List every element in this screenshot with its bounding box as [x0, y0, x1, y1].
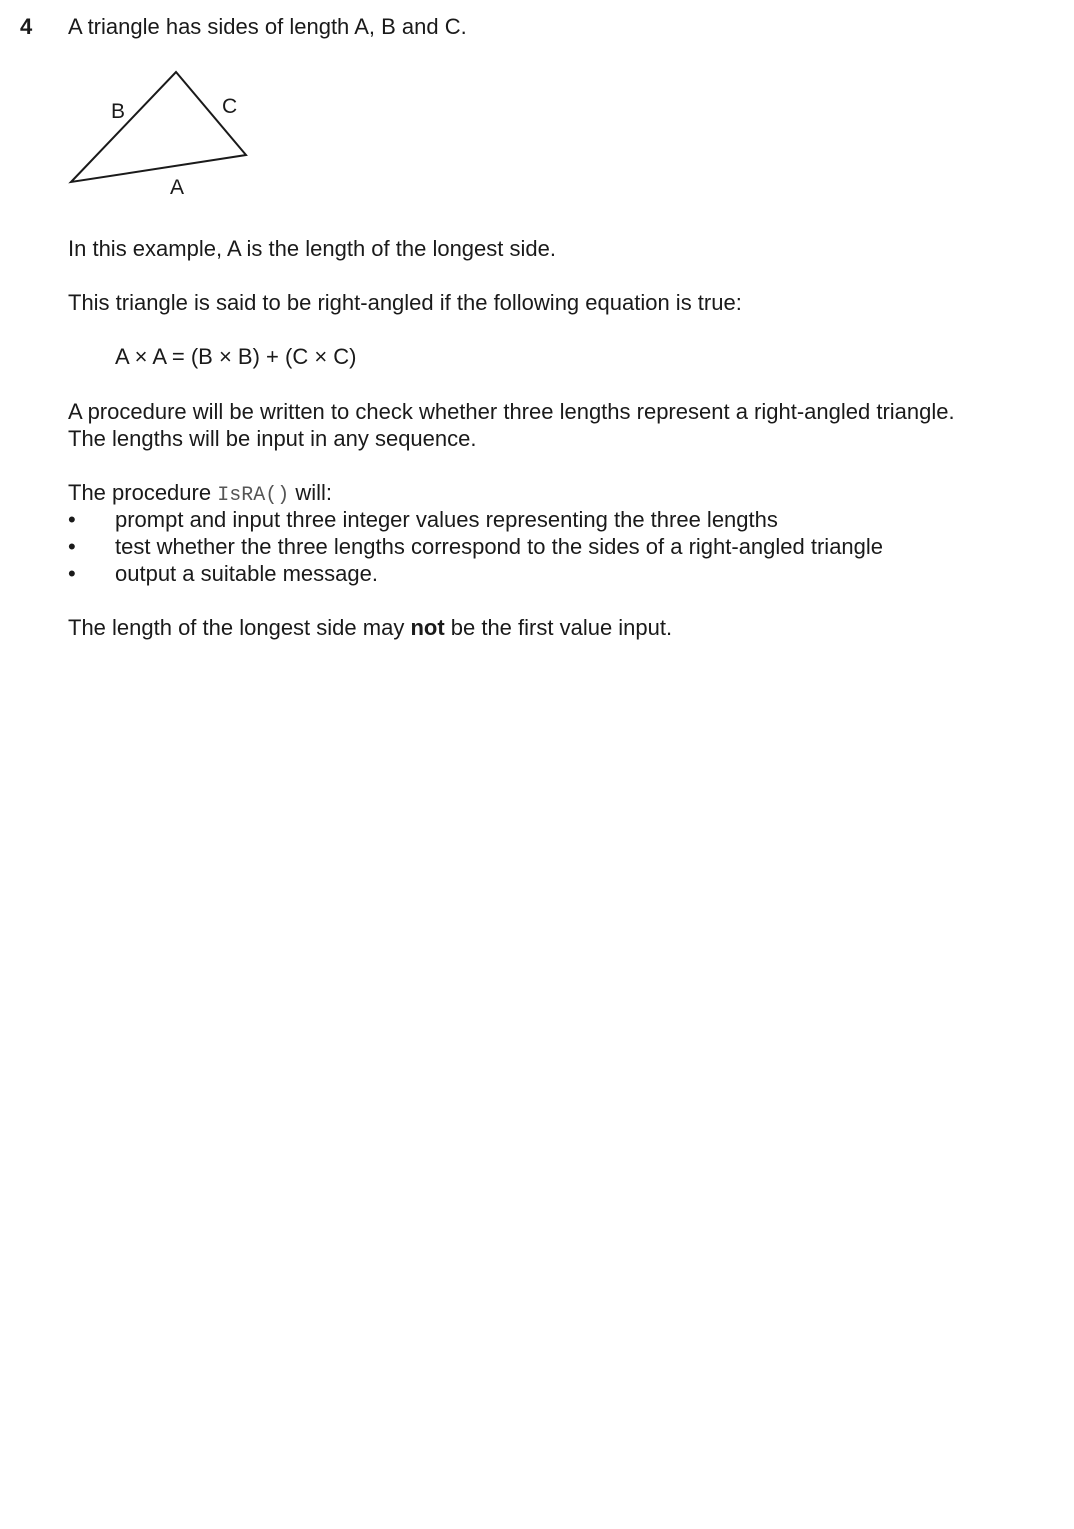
side-label-a: A [170, 176, 185, 199]
condition-paragraph: This triangle is said to be right-angled if the following equation is true: [68, 290, 742, 315]
procedure-name-code: IsRA() [217, 484, 290, 507]
side-label-c: C [222, 95, 238, 118]
procedure-intro-tail: will: [289, 480, 332, 505]
example-paragraph: In this example, A is the length of the longest side. [68, 236, 556, 261]
procedure-paragraph-line2: The lengths will be input in any sequence. [68, 426, 477, 451]
bullet-icon: • [68, 507, 76, 532]
list-item-text: output a suitable message. [115, 561, 378, 586]
note-tail: be the first value input. [444, 615, 673, 640]
side-label-b: B [111, 100, 126, 123]
equation: A × A = (B × B) + (C × C) [115, 344, 357, 369]
note-paragraph [68, 614, 672, 641]
triangle-diagram [60, 64, 260, 204]
question-intro: A triangle has sides of length A, B and C. [68, 14, 467, 39]
procedure-paragraph-line1: A procedure will be written to check whether three lengths represent a right-angled triangle. [68, 399, 955, 424]
triangle-shape [71, 72, 246, 182]
question-number: 4 [20, 14, 33, 39]
procedure-intro [68, 479, 332, 509]
bullet-icon: • [68, 534, 76, 559]
note-emphasis: not [410, 615, 445, 640]
bullet-icon: • [68, 561, 76, 586]
list-item-text: prompt and input three integer values representing the three lengths [115, 507, 778, 532]
note-text: The length of the longest side may [68, 615, 411, 640]
procedure-intro-text: The procedure [68, 480, 218, 505]
list-item-text: test whether the three lengths correspond to the sides of a right-angled triangle [115, 534, 884, 559]
